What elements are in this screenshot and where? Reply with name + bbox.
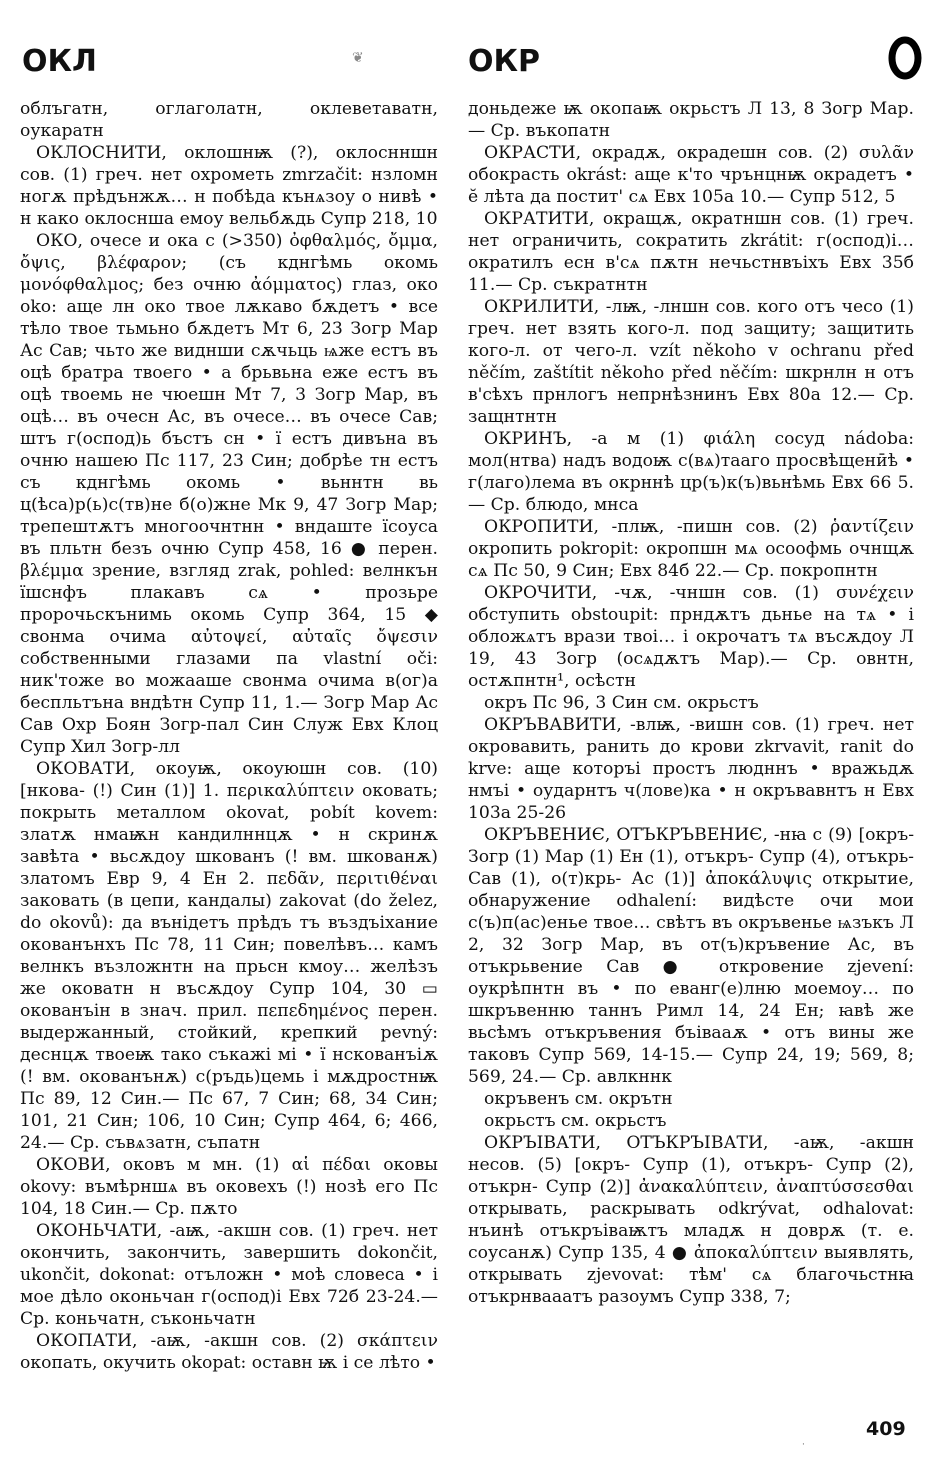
- entry-okratiti: ОКРАТИТИ, окращѫ, ократншн сов. (1) греч. нет ограничить, сократить zkrátit: г(оспод)і… ократилъ есн в'сѧ пѫтн нечьстнвъіхъ Евх 35б 11.— Ср. съкратнтн: [468, 209, 914, 295]
- entry-okloshniti: ОКЛОСНИТИ, оклошнѭ (?), оклоснншн сов. (1) греч. нет охрометь zmrzačit: нзломн ногѫ прѣдънжѫ… н побѣда кънѧзоу о нивѣ • н како оклоснша емоу вельбѫдь Супр 218, 10: [20, 143, 438, 229]
- entry-okopati: ОКОПАТИ, -аѭ, -акшн сов. (2) σκάπτειν окопать, окучить okopat: оставн ѭ і се лѣто •: [20, 1331, 438, 1373]
- thumb-index-o-icon: [888, 34, 922, 82]
- entry-okovati: ОКОВАТИ, окоуѭ, окоуюшн сов. (10) [нкова- (!) Син (1)] 1. περικαλύπτειν оковать; покрыть металлом okovat, pobít kovem: златѫ нмаѭн кандилннцѫ • н скринѫ завѣта • вьсѫдоу шкованъ (! вм. шкованѫ) златомъ Евр 9, 4 Ен 2. πεδᾶν, περιτιθέναι заковать (в цепи, кандалы) zakovat (do želez, do okovů): да вънідетъ прѣдъ тъ въздъіхание окованънхъ Пс 78, 11 Син; повелѣвъ… камъ велнкъ възложнтн на прьсн кмоу… желѣзъ же оковатн н въсѫдоу Супр 104, 30 ▭ окованъін в знач. прил. πεπεδημένος перен. выдержанный, стойкий, крепкий pevný: деснцѫ твоеѭ тако съкажі мі • ї нскованъіѫ (! вм. окованънѫ) с(ръдь)цемь і мѫдростнѭ Пс 89, 12 Син.— Пс 67, 7 Син; 68, 34 Син; 101, 21 Син; 106, 10 Син; Супр 464, 6; 466, 24.— Ср. съвѧзатн, съпатн: [20, 759, 438, 1153]
- running-head-left: ОКЛ: [22, 44, 97, 79]
- entry-okrasti: ОКРАСТИ, окрадѫ, окрадешн сов. (2) συλᾶν обокрасть okrást: аще к'то чрънцнѭ окрадетъ • ӗ лѣта да постит' сѧ Евх 105а 10.— Супр 512, 5: [468, 143, 914, 207]
- entry-okrven-ref: окръвенъ см. окрътн: [484, 1089, 673, 1109]
- print-speck: ·: [802, 1440, 805, 1450]
- left-column: [20, 98, 438, 1374]
- entry-okrvenie: ОКРЪВЕНИЄ, ОТЪКРЪВЕНИЄ, -нꙗ с (9) [окръ- Зогр (1) Мар (1) Ен (1), отъкръ- Супр (4), отъкрь- Сав (1), о(т)крь- Ас (1)] ἀποκάλυψις открытие, обнаружение odhalení: видѣсте очи мои с(ъ)п(ас)енье твое… свѣтъ въ окръвенье ѩзъкъ Л 2, 32 Зогр Мар, въ от(ъ)кръвение Ас, въ отъкрьвение Сав ● откровение zjevení: оукрѣпнтн въ • по еванг(е)лню моемоу… по шкръвенню таннъ Римл 14, 24 Ен; ꙗвѣ же вьсѣмъ отъкръвения бъівааѫ • отъ вины же таковъ Супр 569, 14-15.— Супр 24, 19; 569, 8; 569, 24.— Ср. авлкннк: [468, 825, 914, 1087]
- entry-okrvaviti: ОКРЪВАВИТИ, -влѭ, -вишн сов. (1) греч. нет окровавить, ранить до крови zkrvavit, ranit do krve: аще которъі простъ людннъ • вражьдѫ нмъі • оударнтъ ч(лове)ка • н окръвавнтъ н Евх 103а 25-26: [468, 715, 914, 823]
- page-number: 409: [866, 1418, 906, 1440]
- right-column: [468, 98, 914, 1308]
- entry-okonchati: ОКОНЬЧАТИ, -аѭ, -акшн сов. (1) греч. нет окончить, закончить, завершить dokončit, ukončit, dokonat: отъложн • моѣ словеса • і мое дѣло оконьчан г(оспод)і Евх 72б 23-24.— Ср. коньчатн, съконьчатн: [20, 1221, 438, 1329]
- running-head-right: ОКР: [468, 44, 541, 79]
- entry-okryvati: ОКРЪІВАТИ, ОТЪКРЪІВАТИ, -аѭ, -акшн несов. (5) [окръ- Супр (1), отъкръ- Супр (2), отъкрн- Супр (2)] ἀνακαλύπτειν, ἀναπτύσσεσθαι открывать, раскрывать odkrývat, odhalovat: нъинѣ отъкръіваѭтъ младѫ н доврѫ (т. е. соусанѫ) Супр 135, 4 ● ἀποκαλύπτειν выявлять, открывать zjevovat: тѣм' сѧ благочьстнꙗ отъкрнвааатъ разоумъ Супр 338, 7;: [468, 1133, 914, 1307]
- print-smudge: ❦: [352, 50, 364, 66]
- entry-okrin: ОКРИНЪ, -а м (1) φιάλη сосуд nádoba: мол(нтва) надъ водоѭ с(вѧ)тааго просвѣщенӣѣ • г(лаго)лема въ окрннѣ цр(ъ)к(ъ)вьнѣмь Евх 66 5.— Ср. блюдо, мнса: [468, 429, 914, 515]
- entry-okovi: ОКОВИ, оковъ м мн. (1) αἱ πέδαι оковы okovy: въмѣрншѧ въ оковехъ (!) нозѣ его Пс 104, 18 Син.— Ср. пѫто: [20, 1155, 438, 1219]
- entry-oko: ОКО, очесе и ока с (>350) ὀφθαλμός, ὄμμα, ὄψις, βλέφαρον; (съ кднгѣмь окомь μονόφθαλμος; без очню ἀόμματος) глаз, око oko: аще лн око твое лѫкаво бѫдетъ • все тѣло твое тьмьно бѫдетъ Мт 6, 23 Зогр Мар Ас Сав; чьто же виднши сѫчьць ѩже естъ въ оцѣ братра твоего • а брьвьна еже естъ въ оцѣ твоемь не чюешн Мт 7, 3 Зогр Мар, въ оцѣ… въ очесн Ас, въ очесе… въ очесе Сав; штъ г(оспод)ь бъстъ сн • ї естъ дивъна въ очню нашею Пс 117, 23 Син; добрѣе тн естъ съ кднгѣмь окомь • вьннтн вь ц(ѣса)р(ь)с(тв)не б(о)жне Мк 9, 47 Зогр Мар; трепештѫтъ многоочнтнн • вндаште їсоуса въ пльтн безъ очню Супр 458, 16 ● перен. βλέμμα зрение, взгляд zrak, pohled: велнкън їшснфъ плакавъ сѧ • прозьре пророчьскънимь окомь Супр 364, 15 ◆ свонма очима αὐτοψεί, αὐταῖς ὄψεσιν собственными глазами па vlastní oči: ник'тоже во можааше свонма очима в(ог)а беспльтъна вндѣтн Супр 11, 1.— Зогр Мар Ас Сав Охр Боян Зогр-пал Син Служ Евх Клоц Супр Хил Зогр-лл: [20, 231, 438, 757]
- entry-continuation: облъгатн, оглаголатн, оклеветаватн, оукаратн: [20, 99, 438, 141]
- entry-okrst-ref: окрьстъ см. окрьстъ: [484, 1111, 667, 1131]
- entry-continuation: доньдеже ѭ окопаѭ окрьстъ Л 13, 8 Зогр Мар.— Ср. въкопатн: [468, 99, 914, 141]
- entry-okr-ref: окръ Пс 96, 3 Син см. окрьстъ: [484, 693, 759, 713]
- entry-okropiti: ОКРОПИТИ, -плѭ, -пишн сов. (2) ῥαντίζειν окропить pokropit: окропшн мѧ осоофмь очнщѫ сѧ Пс 50, 9 Син; Евх 84б 22.— Ср. покропнтн: [468, 517, 914, 581]
- entry-okrochiti: ОКРОЧИТИ, -чѫ, -чншн сов. (1) συνέχειν обступить obstoupit: прндѫтъ дьнье на тѧ • і обложѧтъ врази твоі… і окрочатъ тѧ въсѫдоу Л 19, 43 Зогр (осѧдѫтъ Мар).— Ср. овнтн, остѫпнтн¹, осѣстн: [468, 583, 914, 691]
- entry-okriliti: ОКРИЛИТИ, -лѭ, -лншн сов. кого отъ чесо (1) греч. нет взять кого-л. под защиту; защитить кого-л. от чего-л. vzít někoho v ochranu před něčím, zaštítit někoho před něčím: шкрнлн н отъ в'сѣхъ прнлогъ непрнѣзнинъ Евх 80а 12.— Ср. защнтнтн: [468, 297, 914, 427]
